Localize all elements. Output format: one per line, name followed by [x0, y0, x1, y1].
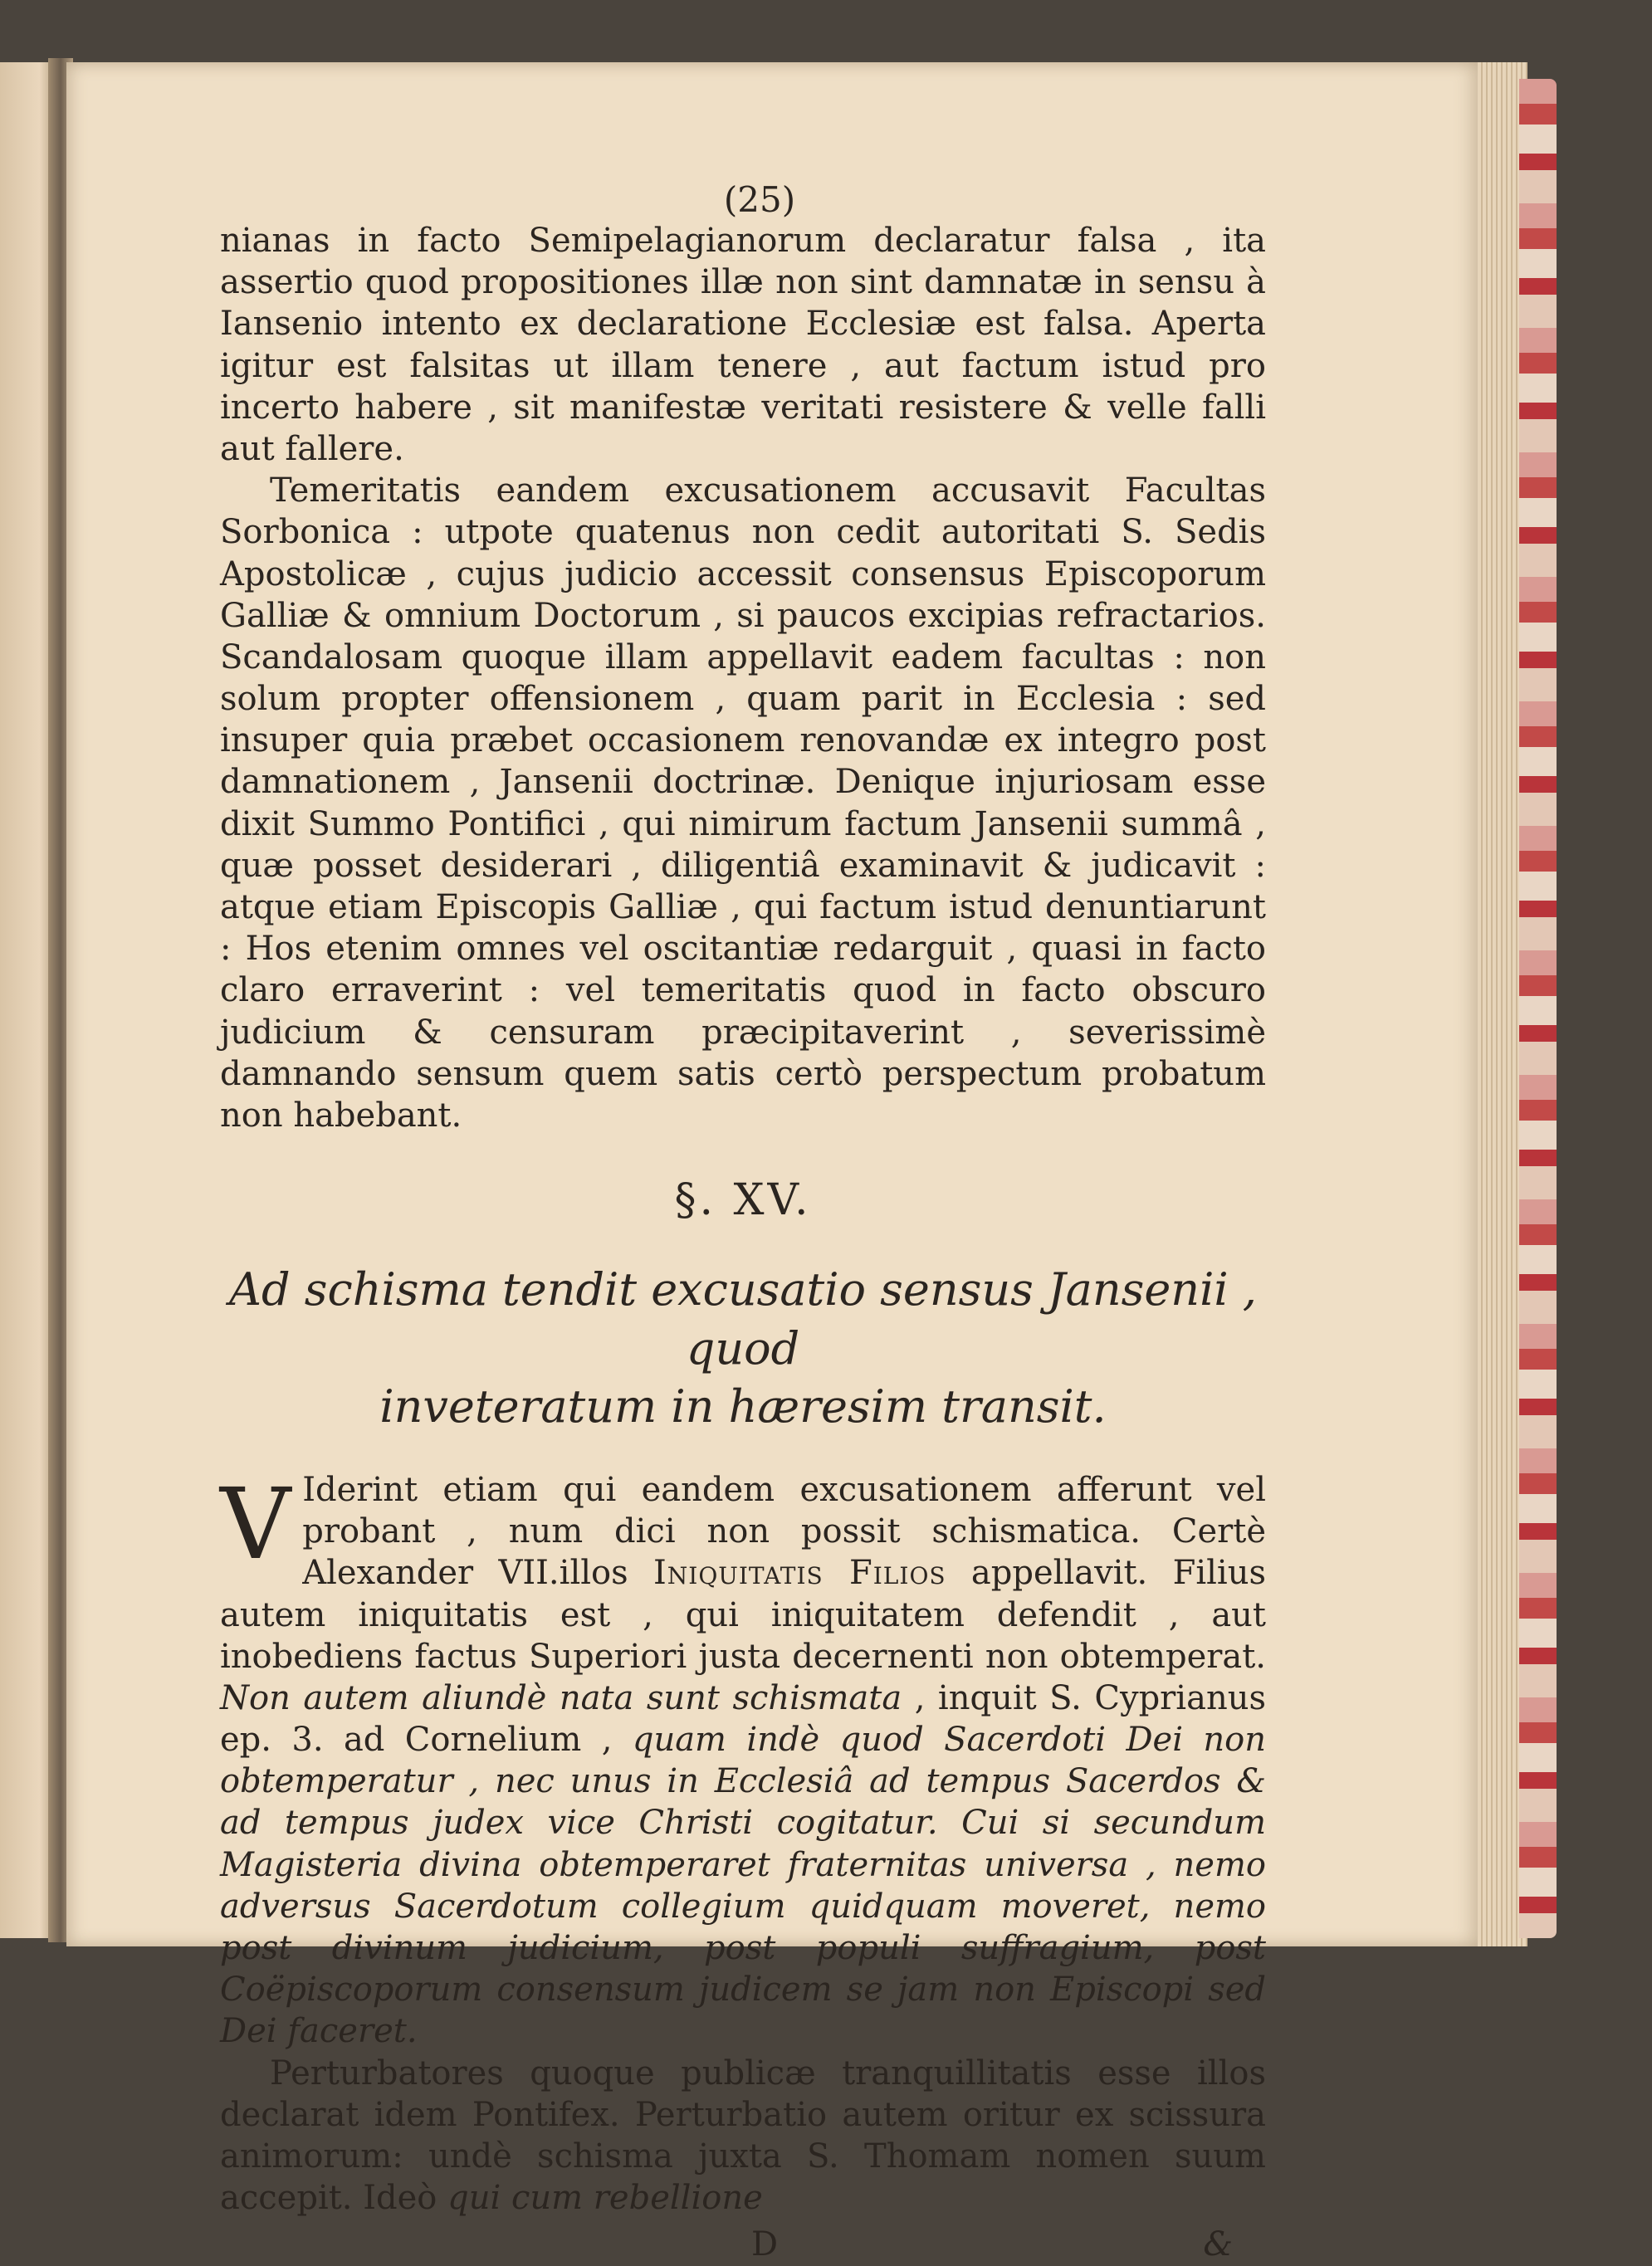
para3-italic-1: Non autem aliundè nata sunt schismata — [220, 1678, 902, 1717]
page-text — [220, 178, 1266, 2266]
para3-text-3: , inquit S. Cyprianus ep. 3. ad Cornelium , — [220, 1678, 1266, 1760]
section-number: §. XV. — [674, 1175, 812, 1226]
heading-line-2: inveteratum in hæresim transit. — [379, 1380, 1107, 1433]
paragraph-perturbatores — [220, 2053, 1266, 2220]
page-number: (25) — [723, 179, 796, 220]
paragraph-temeritatis: Temeritatis eandem excusationem accusavit Facultas Sorbonica : utpote quatenus non cedit autoritati S. Sedis Apostolicæ , cujus judicio accessit consensus Episcoporum Galliæ & omnium Doctorum , si paucos excipias refractarios. Scandalosam quoque illam appellavit eadem facultas : non solum propter offensionem , quam parit in Ecclesia : sed insuper quia præbet occasionem renovandæ ex integro post damnationem , Jansenii doctrinæ. Denique injuriosam esse dixit Summo Pontifici , qui nimirum factum Jansenii summâ , quæ posset desiderari , diligentiâ examinavit & judicavit : atque etiam Episcopis Galliæ , qui factum istud denuntiarunt : Hos etenim omnes vel oscitantiæ redarguit , quasi in facto claro erraverint : vel temeritatis quod in facto obscuro judicium & censuram præcipitaverint , severissimè damnando sensum quem satis certò perspectum probatum non habebant. — [220, 471, 1266, 1135]
para3-text-2: appellavit. Filius autem iniquitatis est , qui iniquitatem defendit , aut inobediens factus Superiori justa decernenti non obtemperat. — [220, 1554, 1266, 1676]
catchword: & — [1203, 2225, 1233, 2264]
section-heading — [220, 1261, 1266, 1436]
para3-italic-quote: quam indè quod Sacerdoti Dei non obtemperatur , nec unus in Ecclesiâ ad tempus Sacerdos & ad tempus judex vice Christi cogitatur. Cui si secundum Magisteria divina obtemperaret fraternitas universa , nemo adversus Sacerdotum collegium quidquam moveret, nemo post divinum judicium, post populi suffragium, post Coëpiscoporum consensum judicem se jam non Episcopi sed Dei faceret. — [220, 1721, 1267, 2051]
para3-smallcaps: Iniquitatis Filios — [652, 1554, 946, 1593]
para4-text: Perturbatores quoque publicæ tranquillitatis esse illos declarat idem Pontifex. Perturbatio autem oritur ex scissura animorum: undè schisma juxta S. Thomam nomen suum accepit. Ideò — [220, 2054, 1266, 2218]
heading-line-1: Ad schisma tendit excusatio sensus Jansenii , quod — [229, 1263, 1257, 1375]
signature-mark: D — [751, 2225, 779, 2264]
drop-cap: V — [220, 1466, 291, 1581]
para4-italic: qui cum rebellione — [447, 2179, 763, 2218]
paragraph-continuation: nianas in facto Semipelagianorum declaratur falsa , ita assertio quod propositiones illæ non sint damnatæ in sensu à Iansenio intento ex declaratione Ecclesiæ est falsa. Aperta igitur est falsitas ut illam tenere , aut factum istud pro incerto habere , sit manifestæ veritati resistere & velle falli aut fallere. — [220, 222, 1266, 468]
paragraph-viderint — [220, 1466, 1267, 2053]
marbled-cover-edge — [1519, 79, 1557, 1938]
para3-text-1: Iderint etiam qui eandem excusationem afferunt vel probant , num dici non possit schismatica. Certè Alexander VII.illos — [302, 1470, 1266, 1593]
page-footer — [220, 2224, 1266, 2265]
